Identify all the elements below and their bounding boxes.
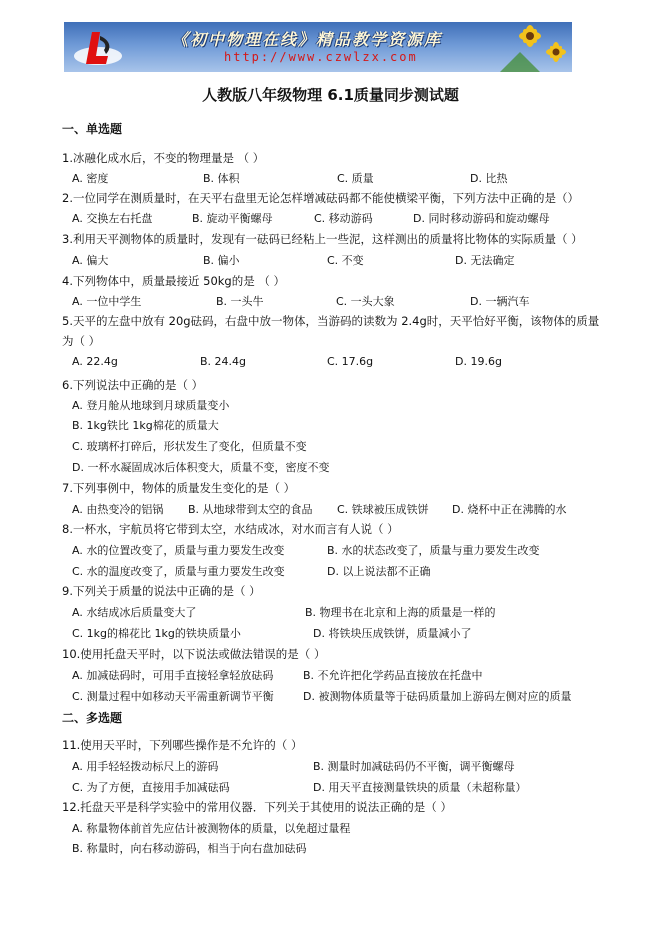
option: D. 同时移动游码和旋动螺母 [413,212,550,225]
option: B. 称量时，向右移动游码，相当于向右盘加砝码 [72,842,307,855]
section-heading-single-choice: 一、单选题 [62,122,123,136]
option: A. 一位中学生 [72,295,142,308]
question-stem: 6.下列说法中正确的是（ ） [62,378,204,392]
option: B. 偏小 [203,254,240,267]
option: C. 17.6g [327,355,374,368]
banner-url: http://www.czwlzx.com [224,50,418,64]
option: C. 测量过程中如移动天平需重新调节平衡 [72,690,274,703]
option: D. 将铁块压成铁饼，质量减小了 [313,627,472,640]
question-stem: 4.下列物体中，质量最接近 50kg的是 （ ） [62,274,286,288]
option: A. 登月舱从地球到月球质量变小 [72,399,230,412]
question-stem: 7.下列事例中，物体的质量发生变化的是（ ） [62,481,296,495]
option: C. 一头大象 [336,295,395,308]
option: A. 用手轻轻拨动标尺上的游码 [72,760,219,773]
option: B. 测量时加减砝码仍不平衡，调平衡螺母 [313,760,515,773]
option: B. 物理书在北京和上海的质量是一样的 [305,606,496,619]
option: D. 烧杯中正在沸腾的水 [452,503,567,516]
option: B. 24.4g [200,355,247,368]
option: A. 加减砝码时，可用手直接轻拿轻放砝码 [72,669,274,682]
option: B. 1kg铁比 1kg棉花的质量大 [72,419,219,432]
option: A. 称量物体前首先应估计被测物体的质量，以免超过量程 [72,822,351,835]
option: A. 交换左右托盘 [72,212,153,225]
question-stem-continued: 为（ ） [62,334,101,348]
option: B. 一头牛 [216,295,264,308]
option: A. 偏大 [72,254,109,267]
option: D. 一辆汽车 [470,295,530,308]
banner-title: 《初中物理在线》精品教学资源库 [172,30,443,49]
option: C. 1kg的棉花比 1kg的铁块质量小 [72,627,241,640]
option: D. 比热 [470,172,508,185]
sunflower-icon [490,22,570,72]
question-stem: 3.利用天平测物体的质量时，发现有一砝码已经粘上一些泥，这样测出的质量将比物体的实际质量（ ） [62,232,583,246]
option: D. 19.6g [455,355,502,368]
option: D. 被测物体质量等于砝码质量加上游码左侧对应的质量 [303,690,572,703]
option: C. 质量 [337,172,374,185]
option: A. 密度 [72,172,109,185]
option: D. 一杯水凝固成冰后体积变大，质量不变，密度不变 [72,461,330,474]
question-stem: 8.一杯水，宇航员将它带到太空，水结成冰，对水而言有人说（ ） [62,522,399,536]
option: B. 水的状态改变了，质量与重力要发生改变 [327,544,540,557]
option: B. 从地球带到太空的食品 [188,503,313,516]
option: D. 以上说法都不正确 [327,565,431,578]
question-stem: 9.下列关于质量的说法中正确的是（ ） [62,584,261,598]
option: D. 无法确定 [455,254,515,267]
option: B. 不允许把化学药品直接放在托盘中 [303,669,483,682]
option: D. 用天平直接测量铁块的质量（未超称量） [313,781,527,794]
option: C. 水的温度改变了，质量与重力要发生改变 [72,565,285,578]
question-stem: 11.使用天平时，下列哪些操作是不允许的（ ） [62,738,303,752]
option: A. 22.4g [72,355,118,368]
question-stem: 5.天平的左盘中放有 20g砝码，右盘中放一物体，当游码的读数为 2.4g时，天平恰好平衡，该物体的质量 [62,314,600,328]
document-title: 人教版八年级物理 6.1质量同步测试题 [202,86,459,104]
question-stem: 2.一位同学在测质量时，在天平右盘里无论怎样增减砝码都不能使横梁平衡，下列方法中正确的是（） [62,191,579,205]
option: A. 水的位置改变了，质量与重力要发生改变 [72,544,285,557]
site-logo-icon [70,26,126,70]
option: A. 由热变冷的铝锅 [72,503,164,516]
option: C. 为了方便，直接用手加减砝码 [72,781,230,794]
question-stem: 12.托盘天平是科学实验中的常用仪器．下列关于其使用的说法正确的是（ ） [62,800,452,814]
option: C. 不变 [327,254,364,267]
option: C. 铁球被压成铁饼 [337,503,429,516]
section-heading-multiple-choice: 二、多选题 [62,711,123,725]
question-stem: 10.使用托盘天平时，以下说法或做法错误的是（ ） [62,647,326,661]
option: B. 体积 [203,172,240,185]
question-stem: 1.冰融化成水后，不变的物理量是 （ ） [62,151,265,165]
option: C. 玻璃杯打碎后，形状发生了变化，但质量不变 [72,440,307,453]
header-banner [64,22,572,72]
option: C. 移动游码 [314,212,373,225]
option: B. 旋动平衡螺母 [192,212,273,225]
option: A. 水结成冰后质量变大了 [72,606,197,619]
